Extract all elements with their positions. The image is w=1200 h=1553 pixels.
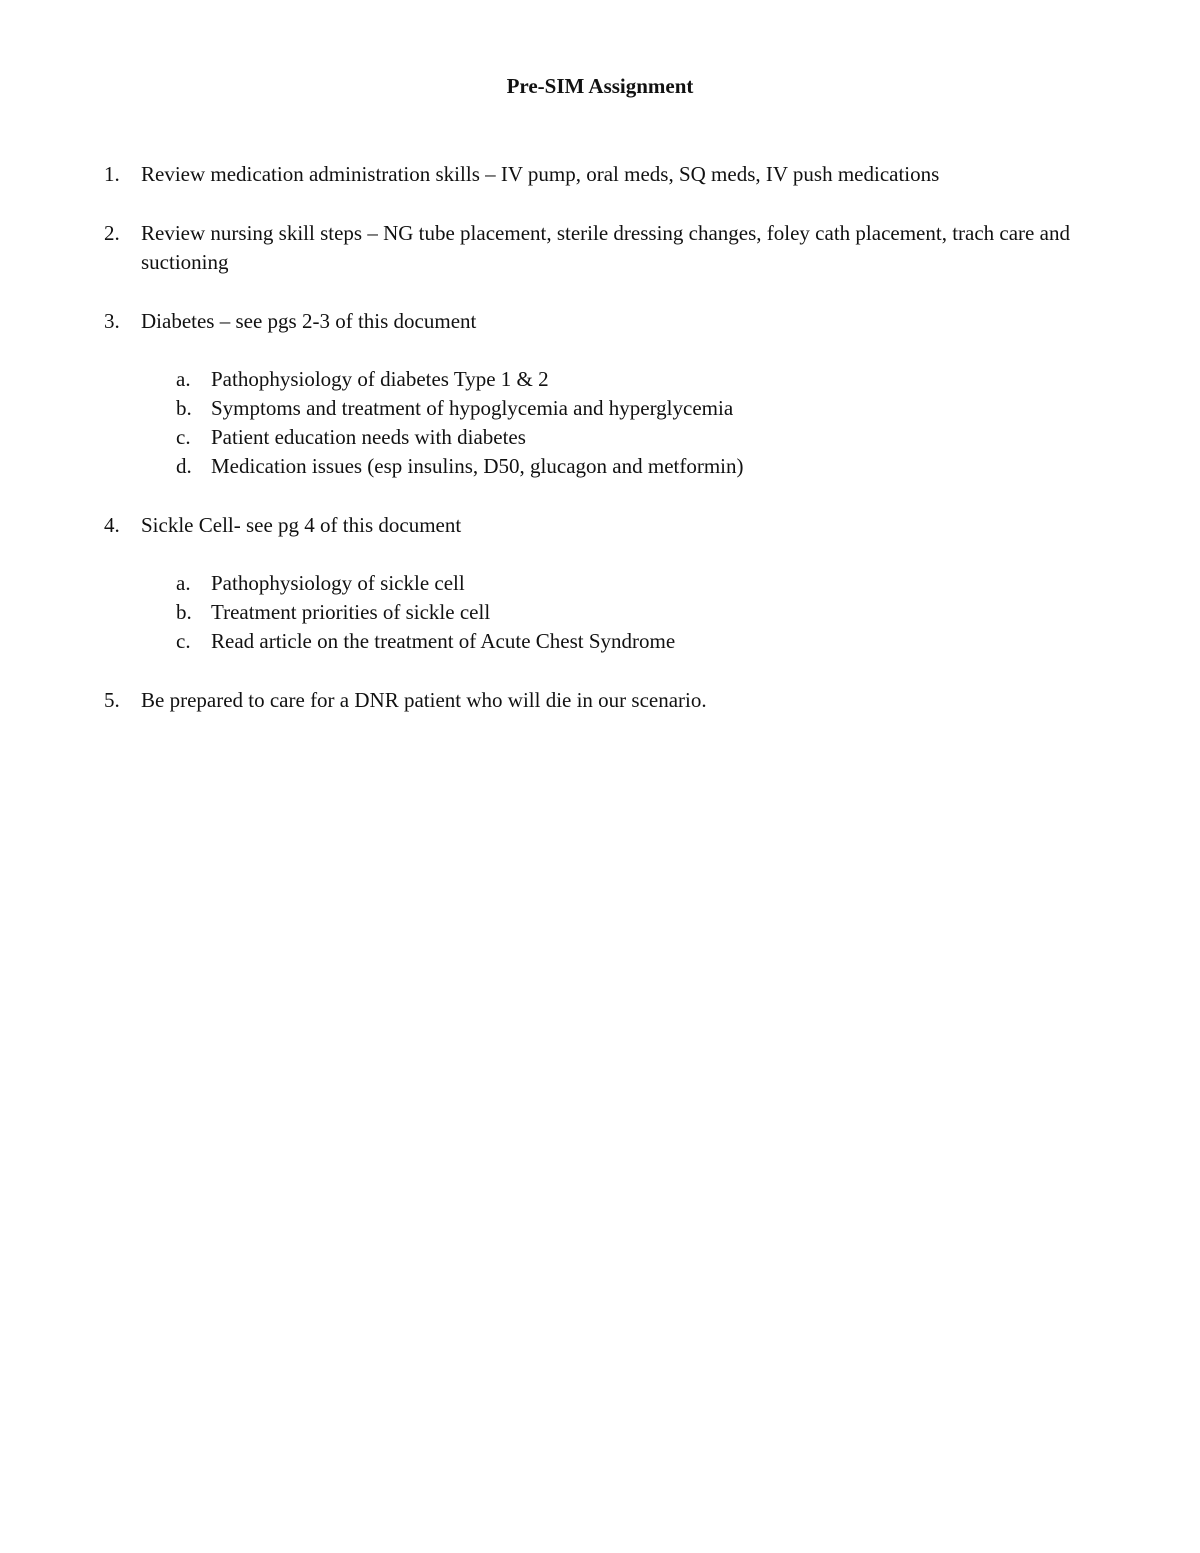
list-item-5	[104, 686, 1104, 715]
sublist-sickle-cell	[141, 569, 1104, 656]
list-item-4	[104, 511, 1104, 656]
sublist-item	[141, 627, 1104, 656]
item-number: 4.	[104, 513, 120, 537]
item-text: Be prepared to care for a DNR patient who will die in our scenario.	[141, 688, 707, 712]
sublist-item	[141, 452, 1104, 481]
sublist-text: Medication issues (esp insulins, D50, glucagon and metformin)	[211, 454, 744, 478]
sublist-diabetes	[141, 365, 1104, 481]
sublist-text: Pathophysiology of diabetes Type 1 & 2	[211, 367, 549, 391]
sublist-text: Pathophysiology of sickle cell	[211, 571, 465, 595]
item-number: 3.	[104, 309, 120, 333]
sublist-text: Treatment priorities of sickle cell	[211, 600, 491, 624]
list-item-3	[104, 307, 1104, 481]
assignment-list	[104, 160, 1104, 745]
sublist-letter: a.	[176, 367, 191, 391]
sublist-item	[141, 365, 1104, 394]
item-number: 2.	[104, 221, 120, 245]
sublist-letter: c.	[176, 629, 191, 653]
sublist-letter: a.	[176, 571, 191, 595]
sublist-letter: d.	[176, 454, 192, 478]
item-text: Diabetes – see pgs 2-3 of this document	[141, 309, 477, 333]
sublist-letter: b.	[176, 396, 192, 420]
sublist-text: Symptoms and treatment of hypoglycemia and hyperglycemia	[211, 396, 734, 420]
item-text: Review nursing skill steps – NG tube placement, sterile dressing changes, foley cath placement, trach care and suctioning	[141, 221, 1070, 274]
page-title: Pre-SIM Assignment	[506, 74, 694, 98]
item-text: Review medication administration skills – IV pump, oral meds, SQ meds, IV push medications	[141, 162, 940, 186]
sublist-item	[141, 569, 1104, 598]
sublist-letter: c.	[176, 425, 191, 449]
sublist-item	[141, 598, 1104, 627]
item-number: 1.	[104, 162, 120, 186]
list-item-1	[104, 160, 1104, 189]
list-item-2	[104, 219, 1104, 277]
sublist-item	[141, 423, 1104, 452]
sublist-text: Patient education needs with diabetes	[211, 425, 526, 449]
item-text: Sickle Cell- see pg 4 of this document	[141, 513, 462, 537]
sublist-item	[141, 394, 1104, 423]
sublist-letter: b.	[176, 600, 192, 624]
item-number: 5.	[104, 688, 120, 712]
sublist-text: Read article on the treatment of Acute Chest Syndrome	[211, 629, 676, 653]
